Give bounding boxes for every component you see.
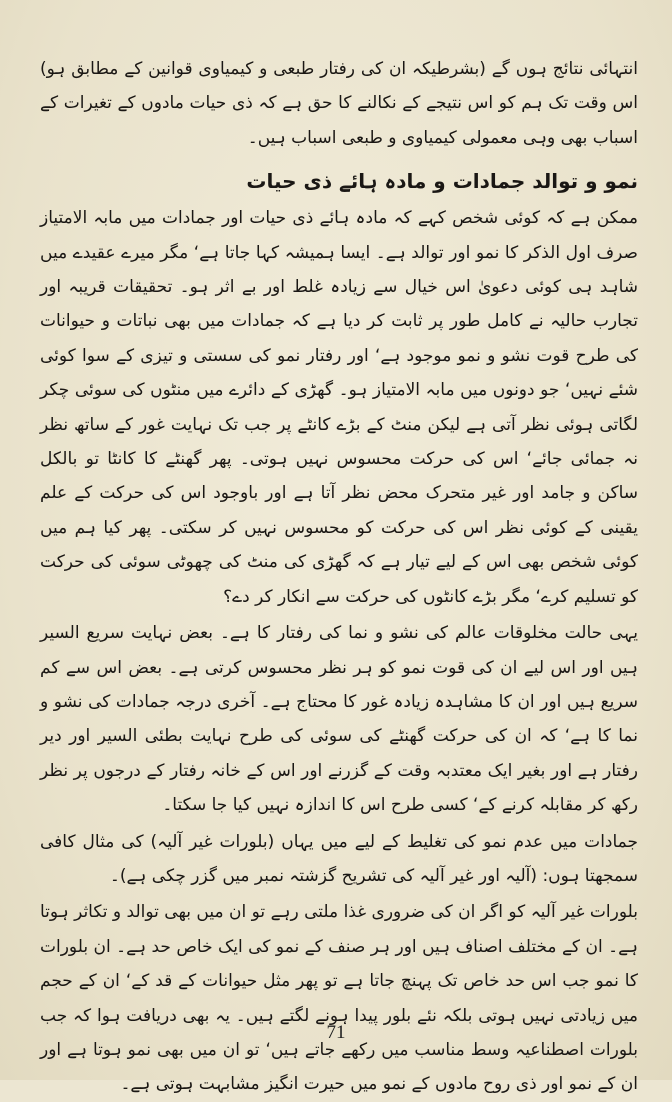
section-heading: نمو و توالد جمادات و مادہ ہائے ذی حیات (246, 169, 638, 194)
intro-paragraph: انتہائی نتائج ہوں گے (بشرطیکہ ان کی رفتار طبعی و کیمیاوی قوانین کے مطابق ہو) اس وقت تک ہم کو اس نتیجے کے نکالنے کا حق ہے کہ ذی حیات مادوں کے تغیرات کے اسباب بھی وہی معمولی کیمیاوی و طبعی اسباب ہیں۔ (40, 59, 638, 148)
page-body (40, 52, 638, 1102)
paragraph-4: بلورات غیر آلیہ کو اگر ان کی ضروری غذا ملتی رہے تو ان میں بھی توالد و تکاثر ہوتا ہے۔ ان کے مختلف اصناف ہیں اور ہر صنف کے نمو کی ایک خاص حد ہے۔ ان بلورات کا نمو جب اس حد خاص تک پہنچ جاتا ہے تو پھر مثل حیوانات کے قد کے‘ ان کے حجم میں زیادتی نہیں ہوتی بلکہ نئے بلور پیدا ہونے لگتے ہیں۔ یہ بھی دریافت ہوا کہ جب بلورات اصطناعیہ وسط مناسب میں رکھے جاتے ہیں‘ تو ان میں بھی نمو ہوتا ہے اور ان کے نمو اور ذی روح مادوں کے نمو میں حیرت انگیز مشابہت ہوتی ہے۔ (40, 902, 638, 1095)
paragraph-1: ممکن ہے کہ کوئی شخص کہے کہ مادہ ہائے ذی حیات اور جمادات میں مابہ الامتیاز صرف اول الذکر کا نمو اور توالد ہے۔ ایسا ہمیشہ کہا جاتا ہے‘ مگر میرے عقیدے میں شاہد ہی کوئی دعویٰ اس خیال سے زیادہ غلط اور بے اثر ہو۔ تحقیقات قریبہ اور تجارب حالیہ نے کامل طور پر ثابت کر دیا ہے کہ جمادات میں بھی نباتات و حیوانات کی طرح قوت نشو و نمو موجود ہے‘ اور رفتار نمو کی سستی و تیزی کے سوا کوئی شئے نہیں‘ جو دونوں میں مابہ الامتیاز ہو۔ گھڑی کے دائرے میں منٹوں کی سوئی چکر لگاتی ہوئی نظر آتی ہے لیکن منٹ کے بڑے کانٹے پر جب تک نہایت غور کے ساتھ نظر نہ جمائی جائے‘ اس کی حرکت محسوس نہیں ہوتی۔ پھر گھنٹے کا کانٹا تو بالکل ساکن و جامد اور غیر متحرک محض نظر آتا ہے اور باوجود اس کی حرکت کے علم یقینی کے کوئی نظر اس کی حرکت کو محسوس نہیں کر سکتی۔ پھر کیا ہم میں کوئی شخص بھی اس کے لیے تیار ہے کہ گھڑی کی منٹ کی چھوٹی سوئی کی حرکت کو تسلیم کرے‘ مگر بڑے کانٹوں کی حرکت سے انکار کر دے؟ (40, 208, 638, 607)
paragraph-2: یہی حالت مخلوقات عالم کی نشو و نما کی رفتار کا ہے۔ بعض نہایت سریع السیر ہیں اور اس لیے ان کی قوت نمو کو ہر نظر محسوس کرتی ہے۔ بعض اس سے کم سریع ہیں اور ان کا مشاہدہ زیادہ غور کا محتاج ہے۔ آخری درجہ جمادات کی نشو و نما کا ہے‘ کہ ان کی حرکت گھنٹے کی سوئی کی طرح نہایت بطئی السیر اور دیر رفتار ہے اور بغیر ایک معتدبہ وقت کے گزرنے اور اس کے خانہ رفتار کے درجوں پر نظر رکھ کر مقابلہ کرنے کے‘ کسی طرح اس کا اندازہ نہیں کیا جا سکتا۔ (40, 623, 638, 816)
page-number: 71 (326, 1022, 346, 1043)
paragraph-3: جمادات میں عدم نمو کی تغلیط کے لیے میں یہاں (بلورات غیر آلیہ) کی مثال کافی سمجھتا ہوں: (آلیہ اور غیر آلیہ کی تشریح گزشتہ نمبر میں گزر چکی ہے)۔ (40, 831, 638, 886)
